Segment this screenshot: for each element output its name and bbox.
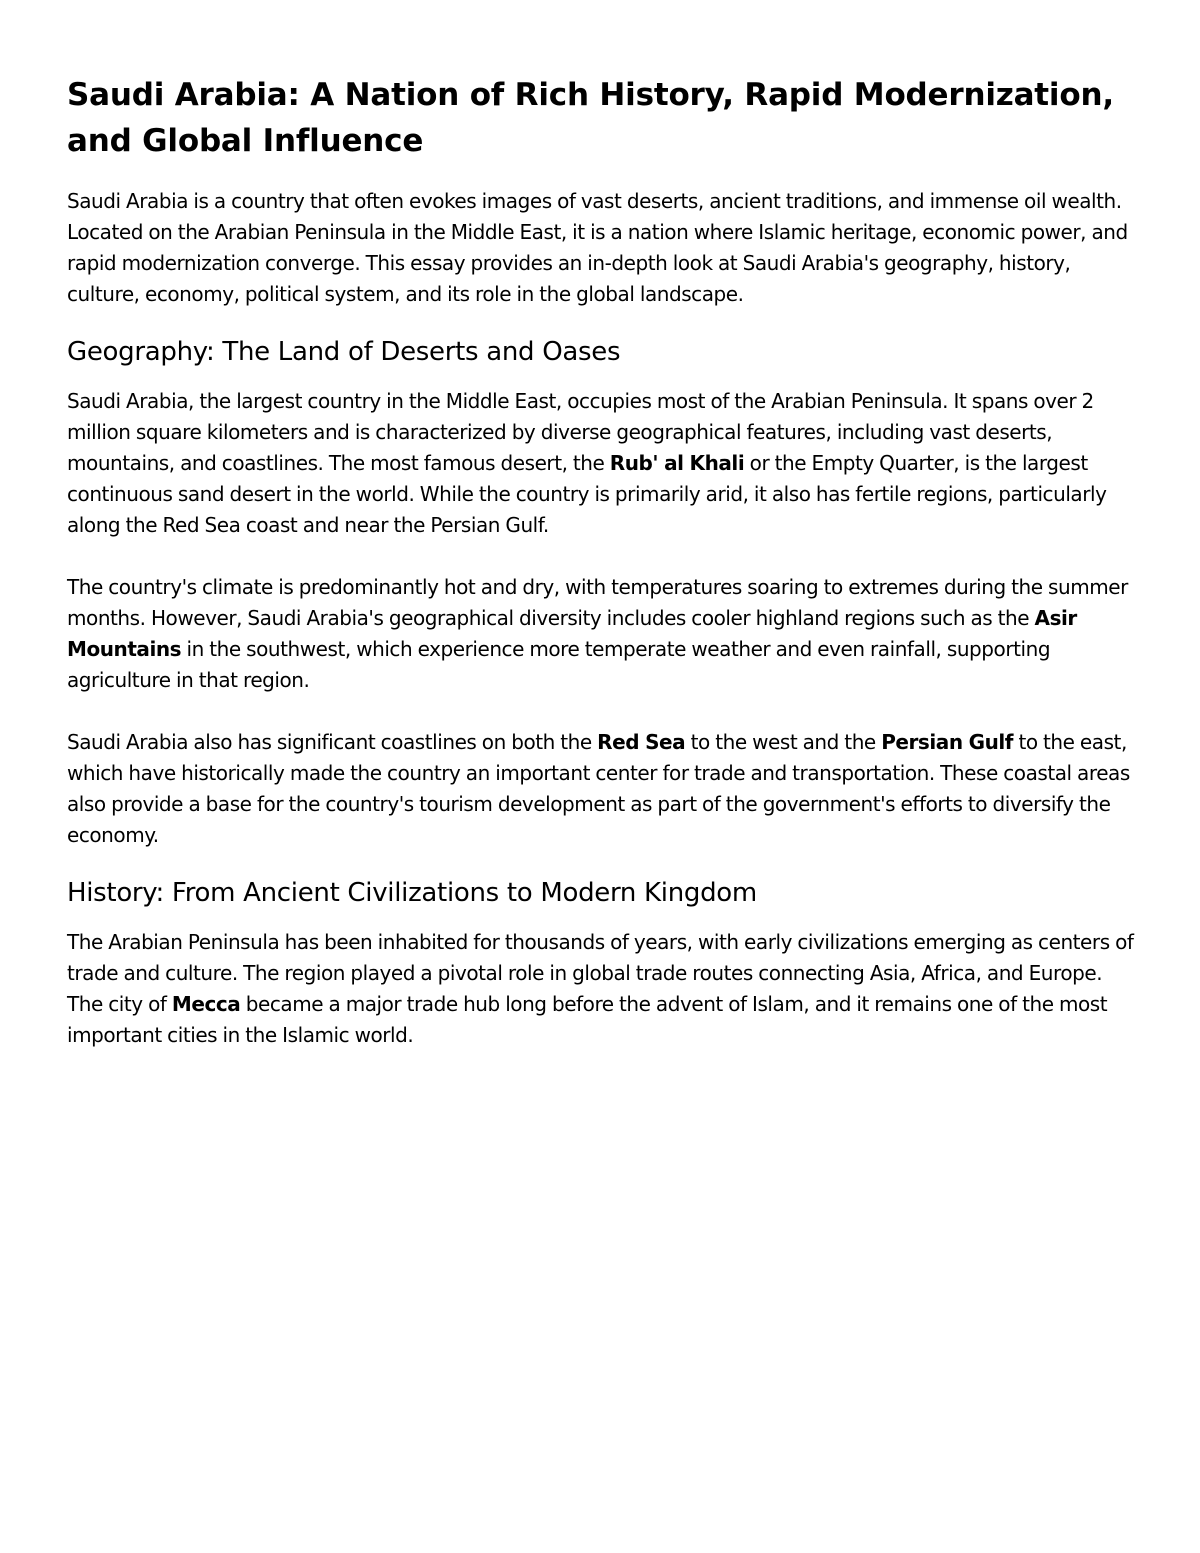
text-run: to the east, which have historically made the country an important center for trade and transportation. These coastal areas also provide a base for the country's tourism development as part of the government's efforts to diversify the economy. <box>67 730 1130 847</box>
text-run: or the Empty Quarter, is the largest continuous sand desert in the world. While the country is primarily arid, it also has fertile regions, particularly along the Red Sea coast and near the Persian Gulf. <box>67 451 1107 537</box>
text-run: to the west and the <box>685 730 882 754</box>
text-run: Saudi Arabia, the largest country in the Middle East, occupies most of the Arabian Peninsula. It spans over 2 million square kilometers and is characterized by diverse geographical features, including vast deserts, mountains, and coastlines. The most famous desert, the <box>67 389 1094 475</box>
bold-term-persian-gulf: Persian Gulf <box>881 730 1014 754</box>
geography-paragraph-1 <box>67 386 1135 541</box>
text-run: The country's climate is predominantly hot and dry, with temperatures soaring to extremes during the summer months. However, Saudi Arabia's geographical diversity includes cooler highland regions such as the <box>67 575 1128 630</box>
geography-paragraph-2 <box>67 572 1135 696</box>
bold-term-mecca: Mecca <box>171 992 241 1016</box>
history-paragraph-1 <box>67 927 1135 1051</box>
bold-term-asir-mountains: Asir Mountains <box>67 606 1077 661</box>
text-run: The Arabian Peninsula has been inhabited for thousands of years, with early civilizations emerging as centers of trade and culture. The region played a pivotal role in global trade routes connecting Asia, Africa, and Europe. The city of <box>67 930 1134 1016</box>
bold-term-rub-al-khali: Rub' al Khali <box>609 451 745 475</box>
geography-paragraph-3 <box>67 727 1135 851</box>
intro-paragraph: Saudi Arabia is a country that often evokes images of vast deserts, ancient traditions, and immense oil wealth. Located on the Arabian Peninsula in the Middle East, it is a nation where Islamic heritage, economic power, and rapid modernization converge. This essay provides an in-depth look at Saudi Arabia's geography, history, culture, economy, political system, and its role in the global landscape. <box>67 189 1128 306</box>
text-run: Saudi Arabia also has significant coastlines on both the <box>67 730 598 754</box>
history-heading: History: From Ancient Civilizations to Modern Kingdom <box>67 878 757 908</box>
document-title: Saudi Arabia: A Nation of Rich History, Rapid Modernization, and Global Influence <box>67 77 1114 159</box>
geography-heading: Geography: The Land of Deserts and Oases <box>67 337 621 367</box>
text-run: became a major trade hub long before the advent of Islam, and it remains one of the most important cities in the Islamic world. <box>67 992 1108 1047</box>
text-run: in the southwest, which experience more temperate weather and even rainfall, supporting agriculture in that region. <box>67 637 1051 692</box>
document-page <box>67 72 1135 1082</box>
bold-term-red-sea: Red Sea <box>597 730 686 754</box>
